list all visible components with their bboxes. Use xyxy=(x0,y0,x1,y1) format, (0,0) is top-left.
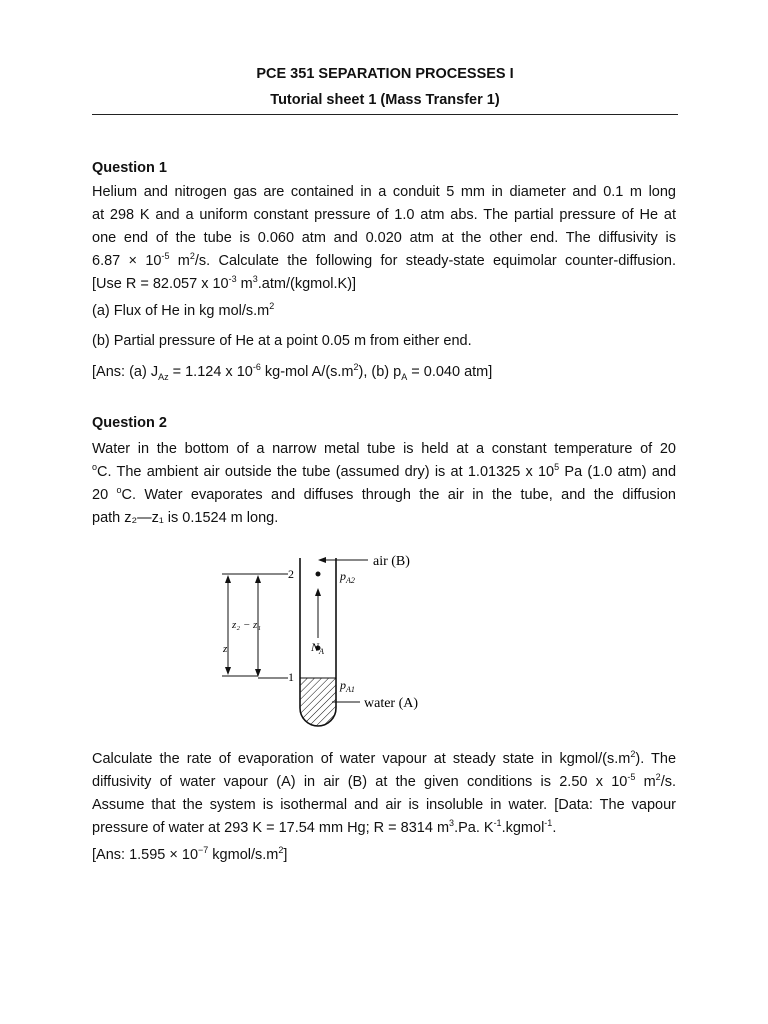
question-2-line-3: 20 $^o$C. Water evaporates and diffuses through the air in the tube, and the diffusion xyxy=(92,485,676,503)
document-title: PCE 351 SEPARATION PROCESSES I xyxy=(256,66,514,82)
question-1-line-2: at 298 K and a uniform constant pressure of 1.0 atm abs. The partial pressure of He at xyxy=(92,207,676,223)
pa2-label: $p_{A2}$ xyxy=(340,569,355,585)
question-1-line-5: [Use R = 82.057 x $10^{-3}$ $m^3.atm/(kgmol.K)$] xyxy=(92,274,357,292)
point-1-label: 1 xyxy=(288,670,294,684)
question-1-line-3: one end of the tube is 0.060 atm and 0.020 atm at the other end. The diffusivity is xyxy=(92,230,676,246)
question-1-answer: [Ans: (a) $J_{Az} = 1.124$ x $10^{-6}$ kg-mol $A/(s.m^2)$, (b) $p_A = 0.040$ atm] xyxy=(92,362,493,382)
question-1-line-1: Helium and nitrogen gas are contained in a conduit 5 mm in diameter and 0.1 m long xyxy=(92,184,676,200)
question-2-line-1: Water in the bottom of a narrow metal tube is held at a constant temperature of 20 xyxy=(92,441,676,457)
question-1-part-b: (b) Partial pressure of He at a point 0.05 m from either end. xyxy=(92,333,472,349)
pa1-label: $p_{A1}$ xyxy=(340,678,355,694)
question-2-heading: Question 2 xyxy=(92,415,167,431)
question-2-line-2: $^o$C. The ambient air outside the tube (assumed dry) is at 1.01325 x $10^5$ Pa (1.0 atm) and xyxy=(92,462,677,480)
diffusion-tube-diagram xyxy=(218,548,458,738)
question-2-para-line-2: diffusivity of water vapour (A) in air (B) at the given conditions is 2.50 x $10^{-5}$ $m^2/s$. xyxy=(92,772,676,790)
question-1-line-4: $6.87 \times 10^{-5}$ $m^2/s$. Calculate the following for steady-state equimolar counter-diffusion. xyxy=(92,251,676,269)
water-label: water (A) xyxy=(364,696,419,711)
air-arrowhead xyxy=(318,557,326,563)
z-label: z xyxy=(223,643,228,655)
z-arrow-bottom xyxy=(225,667,231,675)
z21-arrow-top xyxy=(255,575,261,583)
air-label: air (B) xyxy=(373,554,410,569)
point-2-dot xyxy=(316,572,321,577)
question-2-line-4: path z₂—z₁ is 0.1524 m long. xyxy=(92,510,279,526)
question-2-para-line-4: pressure of water at 293 K = 17.54 mm Hg; R = 8314 $m^3.Pa$. $K^{-1}.kgmol^{-1}$. xyxy=(92,818,557,836)
water-region xyxy=(300,678,336,726)
question-2-para-line-3: Assume that the system is isothermal and air is insoluble in water. [Data: The vapour xyxy=(92,797,676,813)
header-rule xyxy=(92,114,678,115)
document-subtitle: Tutorial sheet 1 (Mass Transfer 1) xyxy=(270,92,500,108)
z21-label: z₂ − z₁ xyxy=(232,619,262,631)
flux-arrowhead xyxy=(315,588,321,596)
z-arrow-top xyxy=(225,575,231,583)
question-2-answer: [Ans: $1.595 \times 10^{-7}$ kgmol/$s.m^2$] xyxy=(92,845,288,863)
question-1-heading: Question 1 xyxy=(92,160,167,176)
question-2-para-line-1: Calculate the rate of evaporation of water vapour at steady state in kgmol/$(s.m^2)$. The xyxy=(92,749,677,767)
question-1-part-a: (a) Flux of He in kg mol/$s.m^2$ xyxy=(92,301,275,319)
na-label: $N_A$ xyxy=(311,640,324,656)
point-2-label: 2 xyxy=(288,567,294,581)
